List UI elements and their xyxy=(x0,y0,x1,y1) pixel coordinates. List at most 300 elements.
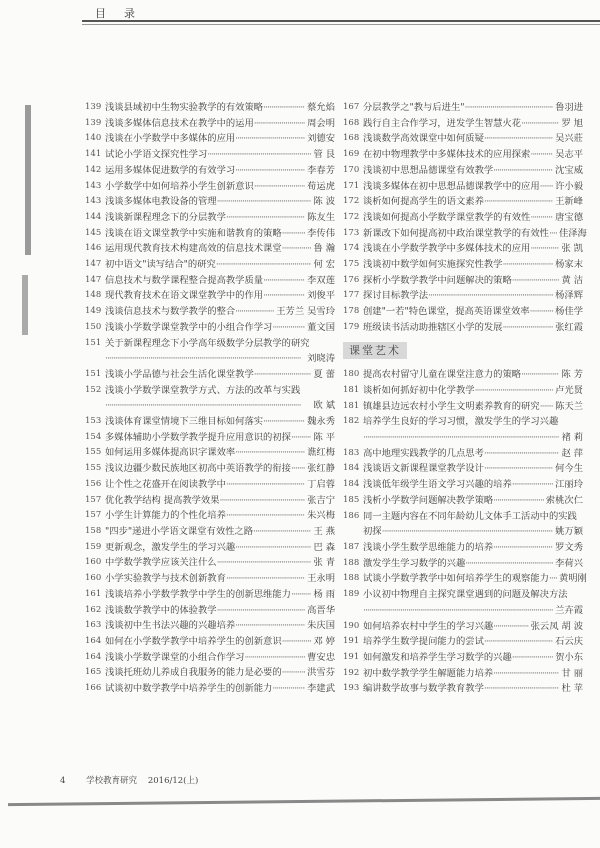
entry-author: 黄明刚 xyxy=(558,573,587,585)
toc-entry xyxy=(85,273,335,289)
entry-page-number: 169 xyxy=(343,149,360,160)
entry-title: 小学实验教学与技术创新教育 xyxy=(105,573,226,585)
leader-dots xyxy=(291,430,311,446)
toc-entry xyxy=(343,179,583,195)
entry-title: 小学数学中如何培养小学生创新意识 xyxy=(105,180,254,192)
leader-dots xyxy=(484,634,553,650)
entry-author: 兰卉霞 xyxy=(555,604,583,616)
journal-issue: 2016/12(上) xyxy=(147,776,199,786)
entry-author: 董文国 xyxy=(307,321,335,333)
leader-dots xyxy=(263,100,305,116)
entry-page-number: 154 xyxy=(85,431,102,442)
entry-author: 江丽玲 xyxy=(555,479,583,491)
toc-entry xyxy=(343,383,583,399)
entry-author: 张云凤 胡 波 xyxy=(530,620,583,632)
entry-author: 姚万颖 xyxy=(555,526,583,538)
toc-entry xyxy=(85,493,335,509)
leader-dots xyxy=(484,681,560,697)
entry-author: 陈友生 xyxy=(307,211,335,223)
leader-dots xyxy=(244,650,305,666)
toc-entry xyxy=(343,619,583,635)
entry-page-number: 184 xyxy=(343,479,360,490)
leader-dots xyxy=(493,540,553,556)
toc-entry-continuation xyxy=(85,351,335,367)
entry-page-number: 140 xyxy=(85,133,102,144)
toc-entry xyxy=(85,163,335,179)
entry-title: 浅谈初中数学如何实施探究性教学 xyxy=(363,259,503,271)
entry-title: 编讲数学故事与数学教育教学 xyxy=(363,683,484,695)
leader-dots xyxy=(217,603,306,619)
entry-author: 张吉宁 xyxy=(307,494,335,506)
entry-title: 浅谈小学数学课堂教学中的小组合作学习 xyxy=(105,321,273,333)
entry-title: 让个性之花盛开在阅读教学中 xyxy=(105,478,226,490)
spine-shadow-lower xyxy=(22,275,28,335)
entry-author: 邓 婷 xyxy=(313,635,335,647)
leader-dots xyxy=(226,571,305,587)
toc-entry xyxy=(85,100,335,116)
leader-dots xyxy=(512,477,553,493)
toc-entry xyxy=(85,336,335,352)
toc-entry xyxy=(343,461,583,477)
entry-author: 曹安忠 xyxy=(307,651,335,663)
toc-entry xyxy=(85,304,335,320)
entry-page-number: 186 xyxy=(343,510,360,521)
entry-author: 朱兴梅 xyxy=(307,510,335,522)
entry-title: 浅谈初中思想品德课堂有效教学 xyxy=(363,164,494,176)
entry-author: 谯红梅 xyxy=(307,447,335,459)
leader-dots xyxy=(216,257,312,273)
entry-author: 王永明 xyxy=(307,573,335,585)
leader-dots xyxy=(254,116,305,132)
entry-page-number: 188 xyxy=(343,573,360,584)
entry-page-number: 144 xyxy=(85,211,102,222)
leader-dots xyxy=(428,288,553,304)
entry-page-number: 191 xyxy=(343,651,360,662)
entry-title: 更新观念，激发学生的学习兴趣 xyxy=(105,541,236,553)
toc-entry xyxy=(343,194,583,210)
entry-author: 赵 萍 xyxy=(561,447,583,459)
leader-dots xyxy=(363,430,559,446)
entry-page-number: 146 xyxy=(85,243,102,254)
leader-dots xyxy=(263,414,305,430)
entry-page-number: 152 xyxy=(85,384,102,395)
toc-entry xyxy=(85,665,335,681)
entry-author: 杨 雨 xyxy=(313,588,335,600)
toc-entry xyxy=(85,288,335,304)
leader-dots xyxy=(493,619,528,635)
header-rule-thin xyxy=(82,24,600,25)
toc-entry xyxy=(343,509,583,525)
leader-dots xyxy=(235,445,305,461)
toc-entry xyxy=(85,634,335,650)
toc-entry xyxy=(343,116,583,132)
footer-rule xyxy=(8,797,600,806)
leader-dots xyxy=(521,116,559,132)
toc-entry xyxy=(343,226,587,242)
entry-title: 浅谈数学高效课堂中如何质疑 xyxy=(363,133,484,145)
entry-author: 甘 丽 xyxy=(561,667,583,679)
leader-dots xyxy=(235,540,311,556)
leader-dots xyxy=(363,603,553,619)
entry-title: 践行自主合作学习，迸发学生智慧火花 xyxy=(363,117,522,129)
entry-author: 罗文秀 xyxy=(555,541,583,553)
entry-title: 如何运用多媒体提高识字课效率 xyxy=(105,447,236,459)
toc-entry xyxy=(85,147,335,163)
leader-dots xyxy=(226,210,305,226)
leader-dots xyxy=(282,226,305,242)
toc-entry-continuation xyxy=(343,430,583,446)
leader-dots xyxy=(254,179,305,195)
entry-author: 荀运虎 xyxy=(307,180,335,192)
entry-page-number: 151 xyxy=(85,337,102,348)
entry-page-number: 153 xyxy=(85,416,102,427)
entry-author: 佳泽海 xyxy=(558,227,587,239)
toc-entry xyxy=(343,304,583,320)
entry-page-number: 178 xyxy=(343,306,360,317)
toc-entry xyxy=(85,555,335,571)
toc-entry xyxy=(343,556,583,572)
leader-dots xyxy=(226,508,305,524)
entry-page-number: 179 xyxy=(343,321,360,332)
entry-title: 激发学生学习数学的兴趣 xyxy=(363,557,466,569)
entry-author: 李春芳 xyxy=(307,164,335,176)
entry-page-number: 173 xyxy=(343,227,360,238)
toc-entry xyxy=(343,446,583,462)
entry-author: 黄 洁 xyxy=(561,274,583,286)
entry-page-number: 190 xyxy=(343,620,360,631)
toc-entry xyxy=(85,524,335,540)
leader-dots xyxy=(235,304,274,320)
entry-author: 贺小东 xyxy=(555,651,583,663)
entry-page-number: 160 xyxy=(85,573,102,584)
entry-page-number: 185 xyxy=(343,494,360,505)
entry-author: 张 凯 xyxy=(561,243,583,255)
entry-page-number: 141 xyxy=(85,149,102,160)
leader-dots xyxy=(484,131,553,147)
entry-page-number: 172 xyxy=(343,196,360,207)
toc-entry xyxy=(343,650,583,666)
leader-dots xyxy=(475,383,554,399)
entry-title: 浅谈多媒体在初中思想品德课教学中的应用 xyxy=(363,180,540,192)
leader-dots xyxy=(235,163,305,179)
toc-entry xyxy=(85,116,335,132)
leader-dots xyxy=(217,555,312,571)
leader-dots xyxy=(105,351,305,367)
toc-entry xyxy=(85,383,335,399)
entry-author: 何 宏 xyxy=(313,259,335,271)
entry-title: 浅谈新课程理念下的分层教学 xyxy=(105,211,226,223)
entry-author: 李荷兴 xyxy=(555,557,583,569)
leader-dots xyxy=(512,650,553,666)
leader-dots xyxy=(291,461,305,477)
entry-page-number: 189 xyxy=(343,589,360,600)
entry-title: 优化教学结构 提高教学效果 xyxy=(105,494,220,506)
leader-dots xyxy=(282,241,312,257)
entry-author: 张 青 xyxy=(313,557,335,569)
entry-author: 周会明 xyxy=(307,117,335,129)
entry-page-number: 151 xyxy=(85,368,102,379)
toc-entry xyxy=(343,100,583,116)
section-heading: 课堂艺术 xyxy=(343,342,407,360)
leader-dots xyxy=(207,147,311,163)
leader-dots xyxy=(282,665,305,681)
entry-title: 班级读书活动助推辖区小学的发展 xyxy=(363,321,503,333)
leader-dots xyxy=(105,398,311,414)
entry-title: 现代教育技术在语文课堂教学中的作用 xyxy=(105,290,264,302)
entry-title: 浅谈小学生数学思维能力的培养 xyxy=(363,541,494,553)
entry-page-number: 159 xyxy=(85,541,102,552)
toc-entry xyxy=(85,179,335,195)
entry-page-number: 164 xyxy=(85,651,102,662)
entry-title: 谈析如何抓好初中化学教学 xyxy=(363,384,475,396)
toc-entry-continuation xyxy=(343,524,583,540)
toc-entry xyxy=(85,461,335,477)
entry-page-number: 183 xyxy=(343,447,360,458)
entry-title: 在初中物理教学中多媒体技术的应用探索 xyxy=(363,149,531,161)
toc-entry xyxy=(343,320,583,336)
entry-title: 浅谈多媒体信息技术在教学中的运用 xyxy=(105,117,254,129)
toc-entry xyxy=(343,210,583,226)
entry-author: 管 艮 xyxy=(313,149,335,161)
leader-dots xyxy=(272,681,305,697)
entry-title: 浅谈培养小学数学教学中学生的创新思维能力 xyxy=(105,588,291,600)
toc-entry xyxy=(343,147,583,163)
entry-page-number: 150 xyxy=(85,321,102,332)
toc-entry xyxy=(343,131,583,147)
entry-title: 浅谈多媒体电教设备的管理 xyxy=(105,196,217,208)
toc-entry xyxy=(343,477,583,493)
entry-page-number: 181 xyxy=(343,384,360,395)
leader-dots xyxy=(263,288,305,304)
entry-author: 欧 斌 xyxy=(313,400,335,412)
entry-page-number: 181 xyxy=(343,400,360,411)
entry-author: 吴志平 xyxy=(555,149,583,161)
leader-dots xyxy=(549,571,557,587)
entry-page-number: 143 xyxy=(85,196,102,207)
entry-page-number: 175 xyxy=(343,259,360,270)
entry-page-number: 171 xyxy=(343,180,360,191)
entry-page-number: 155 xyxy=(85,463,102,474)
entry-page-number: 164 xyxy=(85,635,102,646)
entry-title: 运用现代教育技术构建高效的信息技术课堂 xyxy=(105,243,282,255)
entry-author: 陈 芳 xyxy=(561,369,583,381)
entry-title: 浅析小学数学问题解决教学策略 xyxy=(363,494,494,506)
toc-entry xyxy=(85,367,335,383)
entry-title: 小议初中物理自主探究课堂遇到的问题及解决方法 xyxy=(363,589,568,601)
page-number: 4 xyxy=(60,776,66,786)
entry-page-number: 180 xyxy=(343,369,360,380)
entry-page-number: 187 xyxy=(343,541,360,552)
entry-title: 浅谈在小学数学教学中多媒体技术的应用 xyxy=(363,243,531,255)
entry-title: 同一主题内容在不同年龄幼儿文体手工活动中的实践 xyxy=(363,510,577,522)
entry-page-number: 156 xyxy=(85,478,102,489)
entry-title: 浅谈信息技术与数学教学的整合 xyxy=(105,306,236,318)
entry-author: 陈 平 xyxy=(313,431,335,443)
entry-page-number: 177 xyxy=(343,290,360,301)
entry-author: 王 燕 xyxy=(313,525,335,537)
leader-dots xyxy=(502,257,553,273)
leader-dots xyxy=(530,210,553,226)
toc-entry xyxy=(343,367,583,383)
toc-entry xyxy=(85,477,335,493)
entry-title: "四步"递进小学语文课堂有效性之路 xyxy=(105,525,254,537)
entry-page-number: 161 xyxy=(85,588,102,599)
entry-page-number: 165 xyxy=(85,667,102,678)
entry-title: 浅谈县域初中生物实验教学的有效策略 xyxy=(105,102,264,113)
entry-author: 陈 波 xyxy=(313,196,335,208)
toc-entry xyxy=(343,634,583,650)
leader-dots xyxy=(235,618,305,634)
entry-author: 杨泽辉 xyxy=(555,290,583,302)
leader-dots xyxy=(226,477,305,493)
entry-author: 罗 旭 xyxy=(561,117,583,129)
leader-dots xyxy=(254,367,312,383)
toc-entry xyxy=(85,508,335,524)
entry-title-continued: 初探 xyxy=(363,526,382,538)
entry-author: 卢光贤 xyxy=(555,384,583,396)
toc-entry xyxy=(343,571,587,587)
leader-dots xyxy=(220,493,306,509)
toc-entry xyxy=(343,414,583,430)
entry-title: 高中地理实践教学的几点思考 xyxy=(363,447,484,459)
entry-title: 浅谈小学品德与社会生活化课堂教学 xyxy=(105,368,254,380)
leader-dots xyxy=(530,241,559,257)
entry-title: 浅谈小学数学课堂教学方式、方法的改革与实践 xyxy=(105,384,301,396)
entry-author: 吴兴莊 xyxy=(555,133,583,145)
entry-author: 何今生 xyxy=(555,463,583,475)
spine-shadow xyxy=(25,105,31,255)
entry-page-number: 166 xyxy=(85,683,102,694)
leader-dots xyxy=(465,556,553,572)
entry-page-number: 148 xyxy=(85,290,102,301)
entry-author: 刘俊平 xyxy=(307,290,335,302)
toc-entry xyxy=(343,540,583,556)
entry-title: 分层教学之"教与后进生" xyxy=(363,102,465,113)
toc-entry xyxy=(85,650,335,666)
leader-dots xyxy=(493,493,544,509)
toc-entry xyxy=(343,493,583,509)
entry-author: 沈宝威 xyxy=(555,164,583,176)
entry-page-number: 170 xyxy=(343,164,360,175)
toc-entry-continuation xyxy=(85,398,335,414)
entry-author: 魏永秀 xyxy=(307,416,335,428)
entry-author: 夏 蕾 xyxy=(313,368,335,380)
toc-entry xyxy=(85,587,335,603)
toc-entry xyxy=(85,681,335,697)
toc-entry xyxy=(85,540,335,556)
entry-page-number: 163 xyxy=(85,620,102,631)
toc-entry xyxy=(85,618,335,634)
entry-author: 张红霞 xyxy=(555,321,583,333)
entry-author: 鲁羽进 xyxy=(555,102,583,113)
entry-page-number: 167 xyxy=(343,102,360,112)
leader-dots xyxy=(484,461,553,477)
toc-entry xyxy=(85,603,335,619)
entry-author: 杜 苹 xyxy=(561,683,583,695)
toc-entry xyxy=(85,445,335,461)
toc-entry xyxy=(85,241,335,257)
entry-page-number: 162 xyxy=(85,604,102,615)
entry-author: 许小毅 xyxy=(555,180,583,192)
entry-author: 丁启蓉 xyxy=(307,478,335,490)
toc-entry xyxy=(343,241,583,257)
leader-dots xyxy=(549,226,557,242)
toc-entry xyxy=(85,194,335,210)
entry-title: 浅谈在小学数学中多媒体的应用 xyxy=(105,133,236,145)
leader-dots xyxy=(263,273,305,289)
journal-name: 学校教育研究 xyxy=(86,776,138,786)
toc-entry xyxy=(343,666,583,682)
entry-page-number: 139 xyxy=(85,102,102,112)
entry-page-number: 184 xyxy=(343,463,360,474)
entry-title: 试谈小学数学教学中如何培养学生的观察能力 xyxy=(363,573,549,585)
entry-page-number: 174 xyxy=(343,243,360,254)
toc-left-column xyxy=(85,100,335,697)
toc-entry xyxy=(85,571,335,587)
entry-author: 李双莲 xyxy=(307,274,335,286)
entry-page-number: 143 xyxy=(85,180,102,191)
toc-entry xyxy=(85,320,335,336)
entry-title: 如何在小学数学教学中培养学生的创新意识 xyxy=(105,635,282,647)
entry-title: 浅谈在语文课堂教学中实施和谐教育的策略 xyxy=(105,227,282,239)
entry-title: 如何激发和培养学生学习数学的兴趣 xyxy=(363,651,512,663)
toc-right-column xyxy=(343,100,587,697)
leader-dots xyxy=(512,273,560,289)
entry-page-number: 157 xyxy=(85,510,102,521)
leader-dots xyxy=(484,446,560,462)
leader-dots xyxy=(484,194,553,210)
entry-author: 索桃次仁 xyxy=(545,494,583,506)
leader-dots xyxy=(540,399,553,415)
leader-dots xyxy=(465,100,554,116)
entry-author: 洪雪芬 xyxy=(307,667,335,679)
entry-author: 石云庆 xyxy=(555,636,583,648)
entry-author: 唐宝德 xyxy=(555,211,583,223)
toc-entry xyxy=(85,226,335,242)
toc-entry xyxy=(85,210,335,226)
toc-entry xyxy=(343,273,583,289)
entry-page-number: 147 xyxy=(85,259,102,270)
entry-title: 浅谈语文新课程课堂教学设计 xyxy=(363,463,484,475)
leader-dots xyxy=(521,367,559,383)
entry-title: 谈析如何提高学生的语文素养 xyxy=(363,196,484,208)
entry-page-number: 149 xyxy=(85,306,102,317)
entry-title: 初中数学教学学生解题能力培养 xyxy=(363,667,494,679)
entry-title: 浅谈初中生书法兴趣的兴趣培养 xyxy=(105,620,236,632)
leader-dots xyxy=(530,147,553,163)
entry-author: 刘晓涛 xyxy=(307,353,335,365)
entry-title: 探析小学数学教学中问题解决的策略 xyxy=(363,274,512,286)
entry-page-number: 157 xyxy=(85,494,102,505)
toc-entry xyxy=(343,681,583,697)
entry-page-number: 142 xyxy=(85,164,102,175)
entry-title: 新课改下如何提高初中政治课堂教学的有效性 xyxy=(363,227,549,239)
toc-entry xyxy=(85,131,335,147)
entry-page-number: 172 xyxy=(343,211,360,222)
entry-title: 浅谈小学数学课堂的小组合作学习 xyxy=(105,651,245,663)
entry-author: 王芳兰 吴雪玲 xyxy=(276,306,335,318)
toc-entry xyxy=(85,414,335,430)
entry-author: 刘德安 xyxy=(307,133,335,145)
toc-entry xyxy=(343,257,583,273)
entry-author: 李建武 xyxy=(307,683,335,695)
entry-author: 朱庆国 xyxy=(307,620,335,632)
leader-dots xyxy=(253,524,311,540)
entry-title: 浅谈数学教学中的体验教学 xyxy=(105,604,217,616)
entry-title: 小学生计算能力的个性化培养 xyxy=(105,510,226,522)
entry-title: 初中语文"读写结合"的研究 xyxy=(105,259,216,271)
entry-title: 多媒体辅助小学数学教学提升应用意识的初探 xyxy=(105,431,291,443)
